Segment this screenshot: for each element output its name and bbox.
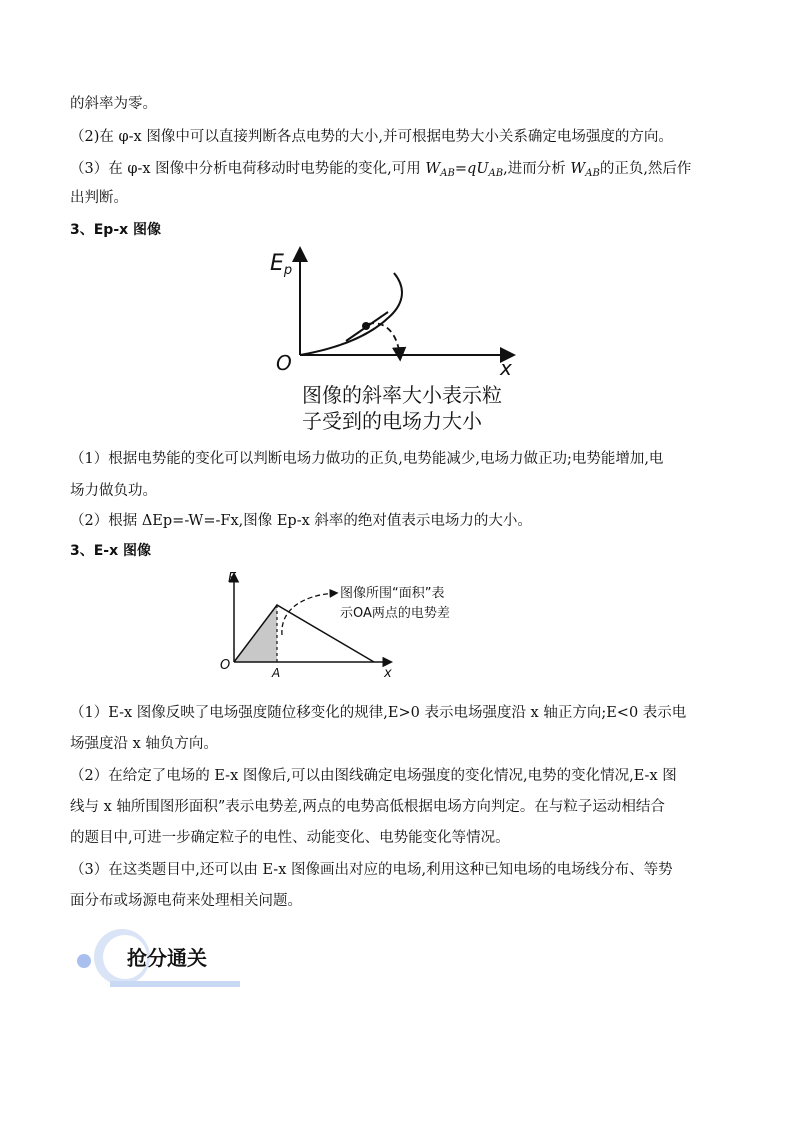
- figure-caption-line-2: 子受到的电场力大小: [302, 409, 482, 433]
- e-item-3-text: （3）在这类题目中,还可以由 E-x 图像画出对应的电场,利用这种已知电场的电场线分布、等势: [70, 862, 673, 878]
- e-item-2-text: （2）在给定了电场的 E-x 图像后,可以由图线确定电场强度的变化情况,电势的变化情况,E-x 图: [70, 768, 677, 784]
- ep-item-1-text: （1）根据电势能的变化可以判断电场力做功的正负,电势能减少,电场力做正功;电势能增加,电: [70, 451, 664, 467]
- e-item-1-continuation: 场强度沿 x 轴负方向。: [70, 736, 218, 752]
- y-axis-label: Ep: [270, 251, 293, 278]
- x-axis-label: x: [500, 356, 512, 380]
- math-symbol: W: [570, 161, 586, 177]
- item-3-continuation: 出判断。: [70, 190, 128, 206]
- math-symbol: =q: [454, 161, 477, 177]
- math-subscript: AB: [440, 168, 455, 179]
- math-symbol: W: [425, 161, 441, 177]
- point-a-label: A: [272, 666, 281, 680]
- origin-label: O: [220, 658, 231, 673]
- text-segment: 的正负,然后作: [599, 161, 692, 177]
- banner-underline: [110, 981, 240, 987]
- text-segment: （3）在 φ-x 图像中分析电荷移动时电势能的变化,可用: [70, 161, 426, 177]
- text-segment: ,进而分析: [503, 161, 571, 177]
- ep-item-2-text: （2）根据 ΔEp=-W=-Fx,图像 Ep-x 斜率的绝对值表示电场力的大小。: [70, 513, 532, 529]
- section-heading-ep-x: 3、Ep-x 图像: [70, 222, 162, 238]
- math-subscript: AB: [488, 168, 504, 179]
- origin-label: O: [276, 351, 292, 375]
- y-axis-label: E: [228, 571, 237, 586]
- dashed-arrow: [368, 323, 400, 358]
- math-symbol: U: [476, 161, 489, 177]
- banner-title: 抢分通关: [127, 946, 207, 970]
- e-item-1-text: （1）E-x 图像反映了电场强度随位移变化的规律,E>0 表示电场强度沿 x 轴正方向;E<0 表示电: [70, 705, 687, 721]
- figure-caption-line-1: 图像的斜率大小表示粒: [302, 383, 502, 407]
- e-item-2-continuation-1: 线与 x 轴所围图形面积”表示电势差,两点的电势高低根据电场方向判定。在与粒子运动相结合: [70, 799, 665, 815]
- banner-small-dot: [77, 954, 91, 968]
- text-line: 的斜率为零。: [70, 96, 157, 112]
- ep-item-1-continuation: 场力做负功。: [70, 483, 157, 499]
- math-subscript: AB: [585, 168, 600, 179]
- section-heading-e-x: 3、E-x 图像: [70, 543, 152, 559]
- dashed-arrow: [282, 593, 336, 635]
- figure-note-line-2: 示OA两点的电势差: [340, 606, 450, 621]
- e-x-figure: [212, 565, 502, 685]
- e-item-2-continuation-2: 的题目中,可进一步确定粒子的电性、动能变化、电势能变化等情况。: [70, 830, 510, 846]
- figure-note-line-1: 图像所围“面积”表: [340, 586, 445, 601]
- x-axis-label: x: [384, 666, 392, 681]
- item-3-text: [70, 159, 691, 184]
- section-banner: [70, 920, 260, 995]
- e-item-3-continuation: 面分布或场源电荷来处理相关问题。: [70, 893, 302, 909]
- ep-x-figure: [260, 240, 540, 440]
- item-2-text: （2)在 φ-x 图像中可以直接判断各点电势的大小,并可根据电势大小关系确定电场强度的方向。: [70, 129, 673, 145]
